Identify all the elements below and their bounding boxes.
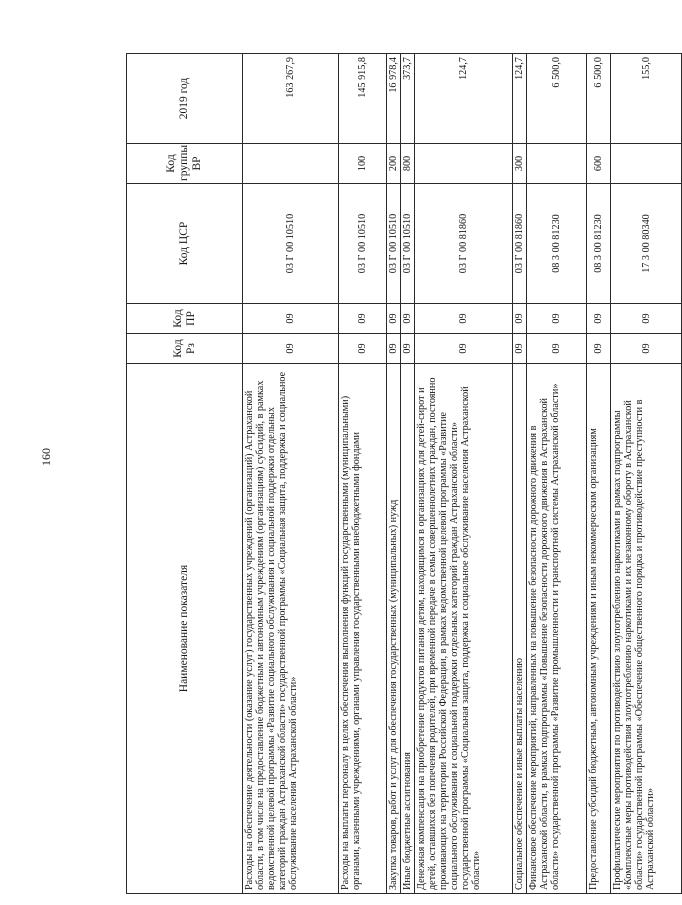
page-number: 160 — [39, 448, 53, 466]
row-rz: 09 — [513, 334, 527, 364]
row-vr: 300 — [513, 144, 527, 184]
header-name: Наименование показателя — [127, 364, 243, 894]
row-csr: 08 3 00 81230 — [587, 184, 611, 304]
row-rz: 09 — [587, 334, 611, 364]
table-header-row — [127, 54, 243, 894]
row-vr — [415, 144, 513, 184]
budget-table-container — [126, 54, 656, 894]
row-vr: 200 — [387, 144, 401, 184]
row-name: Социальное обеспечение и иные выплаты населению — [513, 364, 527, 894]
row-sum: 155,0 — [611, 54, 682, 144]
row-pr: 09 — [339, 304, 387, 334]
header-rz: Код Рз — [127, 334, 243, 364]
row-csr: 08 3 00 81230 — [527, 184, 587, 304]
row-vr: 800 — [401, 144, 415, 184]
header-vr: Код группы ВР — [127, 144, 243, 184]
row-vr: 600 — [587, 144, 611, 184]
row-vr: 100 — [339, 144, 387, 184]
table-row — [243, 54, 339, 894]
row-csr: 03 Г 00 10510 — [401, 184, 415, 304]
row-rz: 09 — [611, 334, 682, 364]
row-pr: 09 — [415, 304, 513, 334]
row-rz: 09 — [243, 334, 339, 364]
row-rz: 09 — [415, 334, 513, 364]
row-name: Иные бюджетные ассигнования — [401, 364, 415, 894]
row-name: Предоставление субсидий бюджетным, автономным учреждениям и иным некоммерческим организациям — [587, 364, 611, 894]
row-rz: 09 — [527, 334, 587, 364]
row-sum: 373,7 — [401, 54, 415, 144]
row-csr: 03 Г 00 10510 — [339, 184, 387, 304]
table-row — [513, 54, 527, 894]
row-vr — [527, 144, 587, 184]
header-pr: Код ПР — [127, 304, 243, 334]
header-csr: Код ЦСР — [127, 184, 243, 304]
row-sum: 145 915,8 — [339, 54, 387, 144]
table-row — [415, 54, 513, 894]
row-pr: 09 — [243, 304, 339, 334]
row-sum: 6 500,0 — [587, 54, 611, 144]
table-row — [611, 54, 682, 894]
table-row — [339, 54, 387, 894]
row-name: Денежная компенсация на приобретение продуктов питания детям, находящимся в организациях для детей-сирот и детей, оставшихся без попечения родителей, при временной передаче в семьи совершеннолетних граждан, постоянно проживающих на территории Российской Федерации, в рамках ведомственной целевой программы «Развитие социального обслуживания и социальной поддержки отдельных категорий граждан Астраханской области» государственной программы «Социальная защита, поддержка и социальное обслуживание населения Астраханской области» — [415, 364, 513, 894]
row-pr: 09 — [587, 304, 611, 334]
row-csr: 03 Г 00 10510 — [387, 184, 401, 304]
row-csr: 03 Г 00 81860 — [513, 184, 527, 304]
row-pr: 09 — [611, 304, 682, 334]
table-row — [401, 54, 415, 894]
header-year: 2019 год — [127, 54, 243, 144]
row-sum: 6 500,0 — [527, 54, 587, 144]
row-pr: 09 — [527, 304, 587, 334]
row-name: Закупка товаров, работ и услуг для обеспечения государственных (муниципальных) нужд — [387, 364, 401, 894]
row-csr: 17 3 00 80340 — [611, 184, 682, 304]
row-rz: 09 — [401, 334, 415, 364]
row-sum: 124,7 — [415, 54, 513, 144]
row-vr — [243, 144, 339, 184]
row-name: Финансовое обеспечение мероприятий, направленных на повышение безопасности дорожного движения в Астраханской области, в рамках подпрограммы «Повышение безопасности дорожного движения в Астраханской области» государственной программы «Развитие промышленности и транспортной системы Астраханской области» — [527, 364, 587, 894]
row-vr — [611, 144, 682, 184]
table-row — [587, 54, 611, 894]
row-pr: 09 — [387, 304, 401, 334]
budget-table — [126, 53, 682, 894]
row-pr: 09 — [401, 304, 415, 334]
row-rz: 09 — [339, 334, 387, 364]
row-pr: 09 — [513, 304, 527, 334]
row-csr: 03 Г 00 10510 — [243, 184, 339, 304]
table-row — [527, 54, 587, 894]
row-sum: 163 267,9 — [243, 54, 339, 144]
row-sum: 124,7 — [513, 54, 527, 144]
row-name: Профилактические мероприятия по противодействию злоупотреблению наркотиками в рамках подпрограммы «Комплексные меры противодействия злоупотреблению наркотиками и их незаконному обороту в Астраханской области» государственной программы «Обеспечение общественного порядка и противодействие преступности в Астраханской области» — [611, 364, 682, 894]
row-csr: 03 Г 00 81860 — [415, 184, 513, 304]
row-name: Расходы на обеспечение деятельности (оказание услуг) государственных учреждений (организаций) Астраханской области, в том числе на предоставление бюджетным и автономным учреждениям (организациям) субсидий, в рамках ведомственной целевой программы «Развитие социального обслуживания и социальной поддержки отдельных категорий граждан Астраханской области» государственной программы «Социальная защита, поддержка и социальное обслуживание населения Астраханской области» — [243, 364, 339, 894]
row-rz: 09 — [387, 334, 401, 364]
table-row — [387, 54, 401, 894]
row-sum: 16 978,4 — [387, 54, 401, 144]
row-name: Расходы на выплаты персоналу в целях обеспечения выполнения функций государственными (муниципальными) органами, казенными учреждениями, органами управления государственными внебюджетными фондами — [339, 364, 387, 894]
